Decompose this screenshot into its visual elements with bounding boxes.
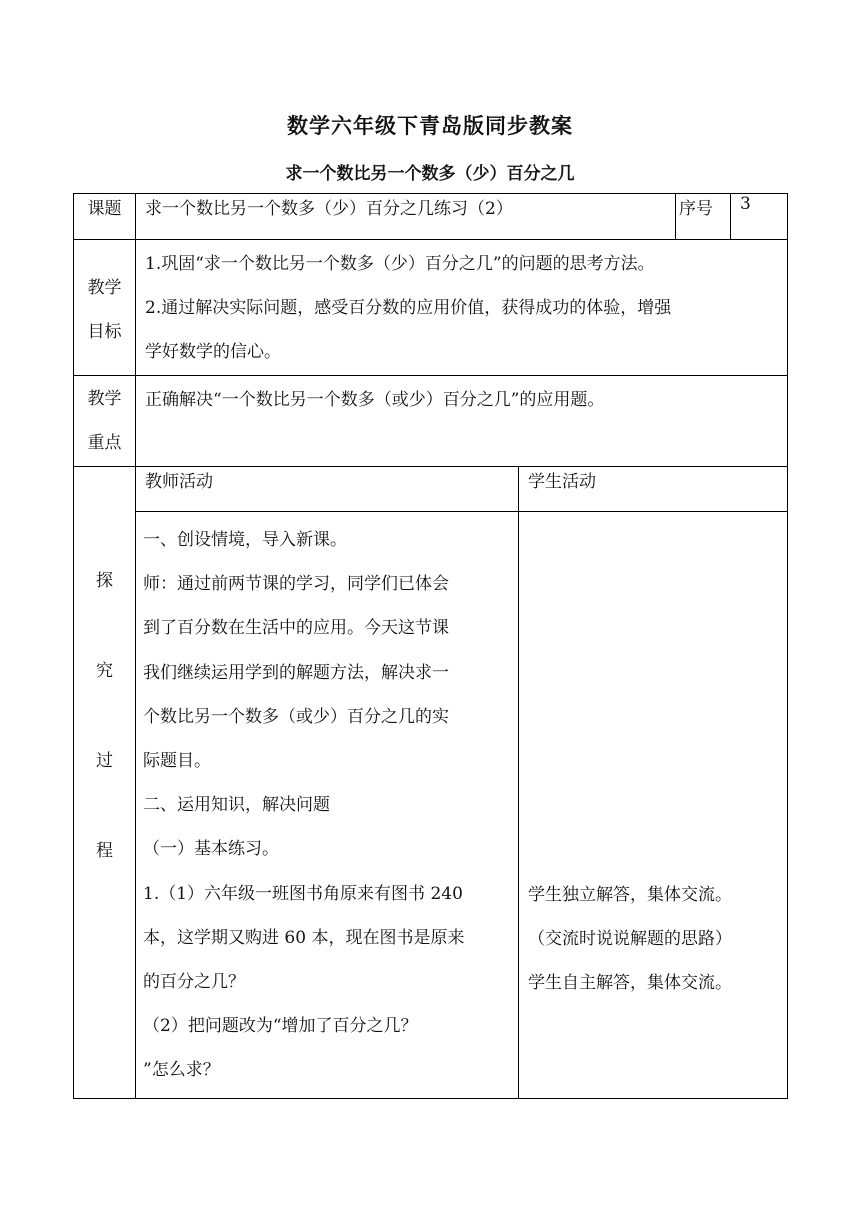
student-line: 学生自主解答，集体交流。 <box>528 973 732 993</box>
goal-label-line-1: 教学 <box>87 277 122 298</box>
goal-label-line-2: 目标 <box>87 321 122 342</box>
key-text: 正确解决“一个数比另一个数多（或少）百分之几”的应用题。 <box>145 390 605 410</box>
topic-row <box>74 194 788 240</box>
process-label-char: 过 <box>96 751 113 771</box>
activity-body-row <box>74 512 788 1099</box>
teacher-line: 一、创设情境，导入新课。 <box>143 530 347 550</box>
topic-value: 求一个数比另一个数多（少）百分之几练习（2） <box>136 194 676 240</box>
student-activity-header: 学生活动 <box>519 467 788 512</box>
teacher-line: 师：通过前两节课的学习，同学们已体会 <box>143 574 449 595</box>
student-line: （交流时说说解题的思路） <box>528 929 732 949</box>
process-label-char: 程 <box>96 841 113 861</box>
teacher-activity-cell <box>136 512 519 1099</box>
goal-line: 学好数学的信心。 <box>145 342 281 362</box>
key-text-cell <box>136 376 788 467</box>
key-label-line-2: 重点 <box>87 433 122 453</box>
goal-line: 1.巩固“求一个数比另一个数多（少）百分之几”的问题的思考方法。 <box>145 254 655 274</box>
goal-line: 2.通过解决实际问题，感受百分数的应用价值，获得成功的体验，增强 <box>145 298 672 318</box>
teacher-line: 1.（1）六年级一班图书角原来有图书 240 <box>143 883 463 904</box>
teacher-line: 际题目。 <box>143 751 211 772</box>
teacher-line: 二、运用知识，解决问题 <box>143 795 330 816</box>
teacher-line: 个数比另一个数多（或少）百分之几的实 <box>143 706 449 727</box>
activity-header-row <box>74 467 788 512</box>
seq-label: 序号 <box>676 194 731 240</box>
teacher-line: 到了百分数在生活中的应用。今天这节课 <box>143 618 449 639</box>
goal-text-cell <box>136 240 788 376</box>
teacher-line: ”怎么求？ <box>143 1060 220 1081</box>
goal-row <box>74 240 788 376</box>
process-label-char: 究 <box>96 661 113 681</box>
topic-label: 课题 <box>74 194 136 240</box>
teacher-line: 我们继续运用学到的解题方法，解决求一 <box>143 662 449 683</box>
teacher-line: 本，这学期又购进 60 本，现在图书是原来 <box>143 927 465 948</box>
teacher-line: （一）基本练习。 <box>143 839 279 860</box>
key-row <box>74 376 788 467</box>
process-label-cell <box>74 467 136 1099</box>
teacher-line: （2）把问题改为“增加了百分之几？ <box>143 1016 418 1037</box>
key-label-cell <box>74 376 136 467</box>
process-label-char: 探 <box>96 571 113 591</box>
seq-value: 3 <box>731 194 788 240</box>
teacher-line: 的百分之几？ <box>143 972 245 993</box>
teacher-activity-header: 教师活动 <box>136 467 519 512</box>
document-title: 数学六年级下青岛版同步教案 <box>287 113 573 138</box>
student-line: 学生独立解答，集体交流。 <box>528 885 732 905</box>
document-subtitle: 求一个数比另一个数多（少）百分之几 <box>285 164 575 184</box>
goal-label-cell <box>74 240 136 376</box>
lesson-plan-table <box>73 193 788 1099</box>
student-activity-cell <box>519 512 788 1099</box>
key-label-line-1: 教学 <box>87 389 122 409</box>
